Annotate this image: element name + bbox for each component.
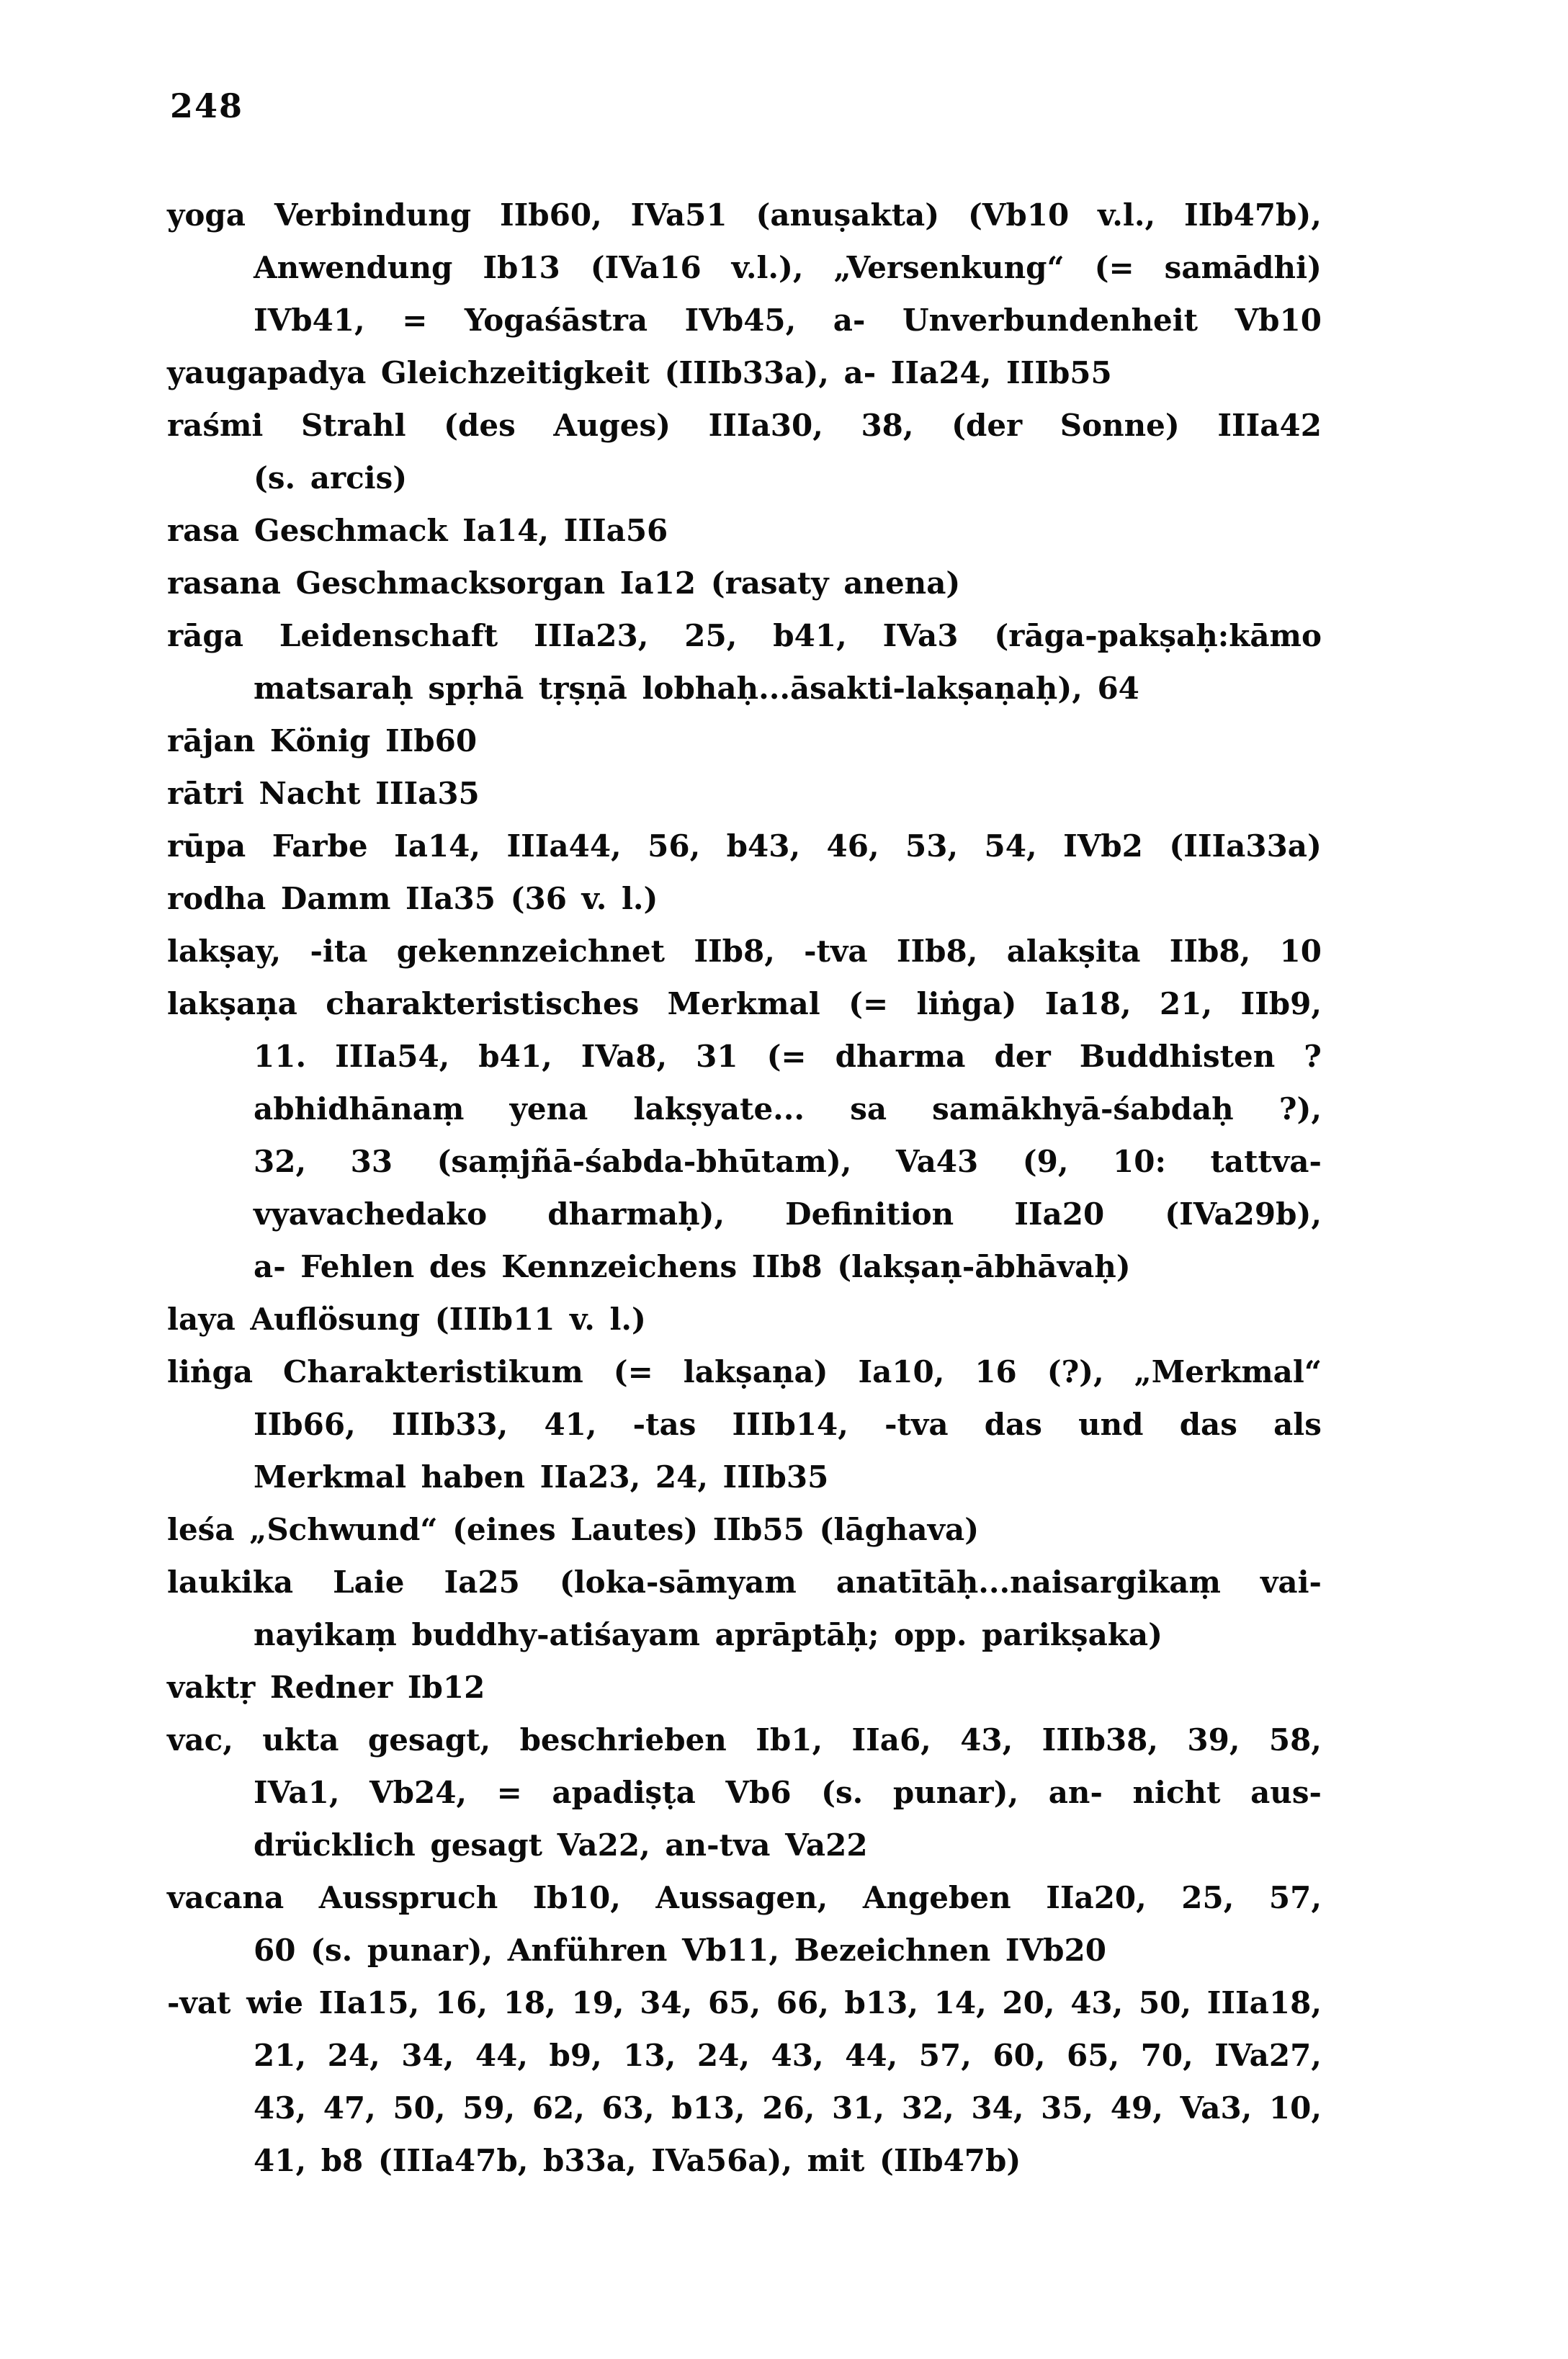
word: IVb2: [1063, 828, 1143, 864]
word: gekennzeichnet: [396, 934, 666, 969]
word: IIIa44,: [506, 828, 622, 864]
word: 43,: [960, 1722, 1013, 1758]
word: (der: [951, 408, 1023, 443]
word: IIb66,: [254, 1407, 356, 1442]
word: IIa6,: [851, 1722, 931, 1758]
word: 33: [350, 1144, 393, 1179]
word: Vb6: [725, 1775, 792, 1810]
word: yoga: [167, 197, 246, 233]
word: b43,: [726, 828, 801, 864]
word: 10: [1279, 934, 1322, 969]
index-entry-line: a- Fehlen des Kennzeichens IIb8 (lakṣaṇ-ābhāvaḥ): [254, 1249, 1131, 1284]
word: 43,: [1070, 1985, 1124, 2020]
index-entry-line: rodha Damm IIa35 (36 v. l.): [167, 881, 658, 916]
word: 44,: [845, 2038, 898, 2073]
index-entry-line: [167, 1135, 1322, 1188]
word: (loka-sāmyam: [559, 1565, 797, 1600]
word: a-: [833, 303, 866, 338]
word: ?),: [1278, 1091, 1322, 1127]
word: 34,: [640, 1985, 693, 2020]
word: Anwendung: [254, 250, 453, 285]
word: 16,: [434, 1985, 488, 2020]
word: Charakteristikum: [282, 1354, 583, 1389]
word: 50,: [1138, 1985, 1192, 2020]
word: 57,: [1268, 1880, 1322, 1915]
index-entry-line: nayikaṃ buddhy-atiśayam aprāptāḥ; opp. parikṣaka): [254, 1617, 1162, 1652]
word: (IVa29b),: [1165, 1196, 1322, 1232]
index-entry-line: rātri Nacht IIIa35: [167, 776, 480, 811]
word: abhidhānaṃ: [254, 1091, 465, 1127]
word: (Vb10: [967, 197, 1070, 233]
word: (s.: [821, 1775, 864, 1810]
word: 13,: [623, 2038, 676, 2073]
word: Vb10: [1235, 303, 1322, 338]
word: b13,: [844, 1985, 918, 2020]
word: 19,: [571, 1985, 624, 2020]
word: 39,: [1187, 1722, 1240, 1758]
word: 58,: [1268, 1722, 1322, 1758]
word: laukika: [167, 1565, 294, 1600]
word: (9,: [1022, 1144, 1069, 1179]
word: Laie: [333, 1565, 405, 1600]
word: Ia10,: [858, 1354, 945, 1389]
word: 10,: [1268, 2090, 1322, 2126]
index-entry-line: (s. arcis): [254, 460, 408, 496]
word: Verbindung: [274, 197, 472, 233]
word: IIa15,: [318, 1985, 420, 2020]
word: 59,: [462, 2090, 516, 2126]
word: IVb41,: [254, 303, 365, 338]
word: (rāga-pakṣaḥ:kāmo: [994, 618, 1322, 653]
word: Ib1,: [756, 1722, 823, 1758]
word: IVb45,: [684, 303, 797, 338]
word: 34,: [971, 2090, 1024, 2126]
word: Strahl: [300, 408, 406, 443]
word: (=: [613, 1354, 653, 1389]
word: vai-: [1260, 1565, 1322, 1600]
word: vyavachedako: [254, 1196, 488, 1232]
page-number: 248: [170, 86, 244, 125]
word: (=: [1094, 250, 1134, 285]
word: samādhi): [1164, 250, 1322, 285]
word: Va3,: [1180, 2090, 1253, 2126]
index-entry-line: drücklich gesagt Va22, an-tva Va22: [254, 1827, 868, 1863]
index-entry-line: 41, b8 (IIIa47b, b33a, IVa56a), mit (IIb47b): [254, 2143, 1021, 2178]
word: dharma: [835, 1039, 966, 1074]
word: b9,: [549, 2038, 602, 2073]
word: (=: [766, 1039, 807, 1074]
word: (anuṣakta): [756, 197, 940, 233]
word: 24,: [327, 2038, 380, 2073]
word: 32,: [254, 1144, 307, 1179]
word: an-: [1048, 1775, 1103, 1810]
word: aus-: [1250, 1775, 1322, 1810]
word: (saṃjñā-śabda-bhūtam),: [436, 1144, 852, 1179]
word: „Versenkung“: [833, 250, 1065, 285]
index-entry-line: [167, 1398, 1322, 1451]
word: 20,: [1002, 1985, 1055, 2020]
index-entry-line: leśa „Schwund“ (eines Lautes) IIb55 (lāghava): [167, 1512, 980, 1547]
index-entry-line: matsaraḥ spṛhā tṛṣṇā lobhaḥ...āsakti-lakṣaṇaḥ), 64: [254, 671, 1139, 706]
word: alakṣita: [1006, 934, 1141, 969]
word: IIb47b),: [1183, 197, 1322, 233]
word: v.l.,: [1098, 197, 1156, 233]
index-entry-line: [167, 1556, 1322, 1608]
word: 31: [696, 1039, 738, 1074]
word: 54,: [984, 828, 1037, 864]
word: -ita: [310, 934, 368, 969]
word: -tva: [884, 1407, 949, 1442]
index-entry-line: [167, 1871, 1322, 1924]
word: ?: [1304, 1039, 1322, 1074]
word: IVa1,: [254, 1775, 340, 1810]
index-entry-line: [167, 399, 1322, 452]
word: 18,: [503, 1985, 556, 2020]
word: Auges): [553, 408, 671, 443]
index-entry-line: [167, 2029, 1322, 2082]
word: 43,: [771, 2038, 824, 2073]
word: 21,: [254, 2038, 307, 2073]
word: IIa20: [1014, 1196, 1105, 1232]
word: 62,: [532, 2090, 585, 2126]
word: 60,: [993, 2038, 1046, 2073]
word: vacana: [167, 1880, 285, 1915]
word: anatītāḥ...naisargikaṃ: [835, 1565, 1221, 1600]
word: Ia25: [444, 1565, 520, 1600]
word: Ib13: [483, 250, 560, 285]
word: IIIb33,: [391, 1407, 509, 1442]
word: 50,: [393, 2090, 446, 2126]
word: samākhyā-śabdaḥ: [932, 1091, 1234, 1127]
word: IIIa23,: [534, 618, 649, 653]
word: nicht: [1132, 1775, 1221, 1810]
word: -tas: [632, 1407, 696, 1442]
word: (IIIa33a): [1169, 828, 1322, 864]
word: IIIb38,: [1041, 1722, 1159, 1758]
word: Ia18,: [1044, 986, 1132, 1021]
word: als: [1273, 1407, 1322, 1442]
word: 31,: [831, 2090, 885, 2126]
index-entry-line: [167, 609, 1322, 662]
word: (?),: [1047, 1354, 1104, 1389]
word: 43,: [254, 2090, 307, 2126]
word: lakṣyate...: [633, 1091, 805, 1127]
word: yena: [509, 1091, 588, 1127]
word: b41,: [478, 1039, 552, 1074]
word: dharmaḥ),: [547, 1196, 725, 1232]
word: 56,: [648, 828, 701, 864]
word: 10:: [1113, 1144, 1166, 1179]
word: 11.: [254, 1039, 307, 1074]
word: (=: [848, 986, 889, 1021]
word: IVa27,: [1214, 2038, 1322, 2073]
word: Leidenschaft: [279, 618, 498, 653]
index-entry-line: vaktṛ Redner Ib12: [167, 1670, 485, 1705]
word: IIIa18,: [1206, 1985, 1322, 2020]
word: Angeben: [862, 1880, 1011, 1915]
word: vac,: [167, 1722, 233, 1758]
word: tattva-: [1210, 1144, 1322, 1179]
word: charakteristisches: [326, 986, 640, 1021]
word: b41,: [773, 618, 847, 653]
index-entry-line: [167, 1188, 1322, 1240]
index-text-column: [167, 189, 1322, 2187]
word: 26,: [762, 2090, 815, 2126]
word: 21,: [1160, 986, 1213, 1021]
word: 44,: [475, 2038, 528, 2073]
index-entry-line: [167, 189, 1322, 241]
word: lakṣaṇa: [167, 986, 297, 1021]
word: Aussagen,: [655, 1880, 828, 1915]
word: 49,: [1110, 2090, 1163, 2126]
word: IIa20,: [1046, 1880, 1147, 1915]
index-entry-line: yaugapadya Gleichzeitigkeit (IIIb33a), a- IIa24, IIIb55: [167, 355, 1112, 390]
index-entry-line: [167, 1346, 1322, 1398]
word: liṅga: [167, 1354, 254, 1389]
word: 32,: [901, 2090, 954, 2126]
word: 65,: [1067, 2038, 1120, 2073]
word: Ib10,: [532, 1880, 621, 1915]
word: IVa51: [630, 197, 727, 233]
word: punar),: [892, 1775, 1019, 1810]
word: (des: [444, 408, 516, 443]
word: 38,: [861, 408, 914, 443]
word: 63,: [601, 2090, 655, 2126]
index-entry-line: rājan König IIb60: [167, 723, 478, 758]
index-entry-line: [167, 241, 1322, 294]
index-entry-line: [167, 1977, 1322, 2029]
word: 25,: [1181, 1880, 1235, 1915]
word: IVa3: [882, 618, 959, 653]
word: 47,: [323, 2090, 376, 2126]
word: 34,: [401, 2038, 454, 2073]
word: 65,: [708, 1985, 761, 2020]
word: =: [496, 1775, 522, 1810]
word: Vb24,: [369, 1775, 467, 1810]
word: das: [1179, 1407, 1237, 1442]
word: 66,: [776, 1985, 829, 2020]
word: 46,: [826, 828, 879, 864]
index-entry-line: [167, 294, 1322, 346]
word: raśmi: [167, 408, 264, 443]
word: v.l.),: [731, 250, 804, 285]
word: IIIa54,: [335, 1039, 450, 1074]
word: Farbe: [272, 828, 368, 864]
word: IIb60,: [499, 197, 602, 233]
word: sa: [850, 1091, 887, 1127]
word: Sonne): [1059, 408, 1180, 443]
word: -tva: [804, 934, 868, 969]
word: 16: [975, 1354, 1017, 1389]
word: der: [994, 1039, 1051, 1074]
word: liṅga): [916, 986, 1017, 1021]
word: 24,: [696, 2038, 750, 2073]
word: apadiṣṭa: [552, 1775, 696, 1810]
word: Ia14,: [394, 828, 481, 864]
word: rāga: [167, 618, 243, 653]
word: Definition: [785, 1196, 954, 1232]
word: (IVa16: [590, 250, 702, 285]
word: Va43: [895, 1144, 979, 1179]
word: IIIa30,: [708, 408, 823, 443]
index-entry-line: [167, 977, 1322, 1030]
word: IVa8,: [581, 1039, 668, 1074]
word: IIb8,: [1169, 934, 1251, 969]
index-entry-line: laya Auflösung (IIIb11 v. l.): [167, 1302, 646, 1337]
word: wie: [246, 1985, 303, 2020]
index-entry-line: rasa Geschmack Ia14, IIIa56: [167, 513, 668, 548]
index-entry-line: [167, 1766, 1322, 1819]
word: 53,: [905, 828, 959, 864]
word: Merkmal: [667, 986, 820, 1021]
word: IIb8,: [694, 934, 775, 969]
word: das: [984, 1407, 1042, 1442]
word: ukta: [262, 1722, 339, 1758]
index-entry-line: [167, 1714, 1322, 1766]
index-entry-line: Merkmal haben IIa23, 24, IIIb35: [254, 1459, 829, 1495]
word: 35,: [1041, 2090, 1094, 2126]
word: Buddhisten: [1079, 1039, 1276, 1074]
word: rūpa: [167, 828, 246, 864]
word: „Merkmal“: [1134, 1354, 1322, 1389]
word: IIb8,: [896, 934, 978, 969]
word: Unverbundenheit: [902, 303, 1199, 338]
index-entry-line: [167, 1083, 1322, 1135]
index-entry-line: 60 (s. punar), Anführen Vb11, Bezeichnen IVb20: [254, 1933, 1106, 1968]
word: beschrieben: [519, 1722, 727, 1758]
word: IIIb14,: [732, 1407, 848, 1442]
word: 25,: [684, 618, 738, 653]
word: IIb9,: [1240, 986, 1322, 1021]
word: 41,: [544, 1407, 597, 1442]
word: IIIa42: [1217, 408, 1322, 443]
word: Ausspruch: [318, 1880, 498, 1915]
word: -vat: [167, 1985, 231, 2020]
word: =: [402, 303, 428, 338]
word: 57,: [918, 2038, 972, 2073]
word: 14,: [933, 1985, 987, 2020]
word: und: [1078, 1407, 1144, 1442]
index-entry-line: [167, 925, 1322, 977]
word: lakṣaṇa): [683, 1354, 828, 1389]
index-entry-line: [167, 2082, 1322, 2134]
word: lakṣay,: [167, 934, 282, 969]
index-entry-line: rasana Geschmacksorgan Ia12 (rasaty anena): [167, 565, 961, 601]
word: Yogaśāstra: [464, 303, 648, 338]
word: gesagt,: [367, 1722, 491, 1758]
word: b13,: [671, 2090, 745, 2126]
word: 70,: [1140, 2038, 1193, 2073]
index-entry-line: [167, 1030, 1322, 1083]
index-entry-line: [167, 820, 1322, 872]
